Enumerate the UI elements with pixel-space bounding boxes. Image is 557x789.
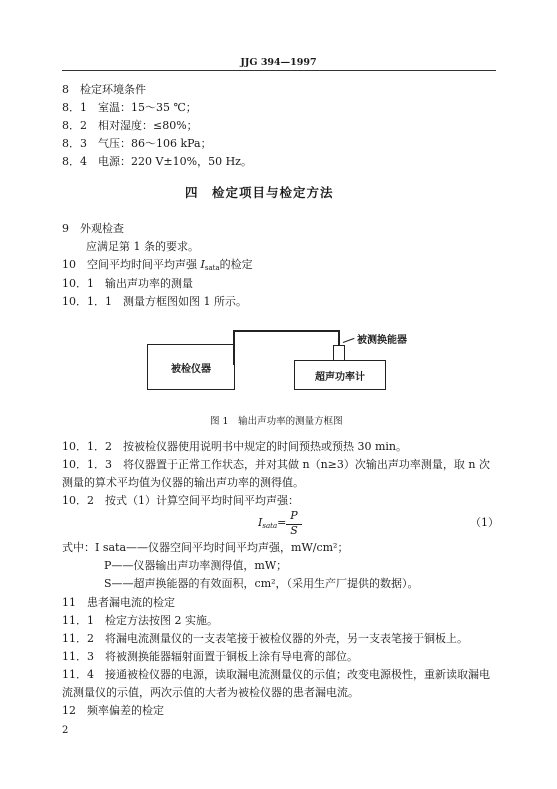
cable-horizontal (233, 330, 339, 332)
figure-caption: 图 1 输出声功率的测量方框图 (210, 416, 343, 427)
transducer-icon (333, 345, 345, 361)
s10-1-3-line2: 测量的算术平均值为仪器的输出声功率的测得值。 (62, 476, 304, 489)
ultrasonic-power-meter-box: 超声功率计 (294, 360, 386, 390)
formula-denominator: S (290, 524, 298, 537)
s8-title: 8 检定环境条件 (62, 83, 146, 96)
s11-title: 11 患者漏电流的检定 (62, 596, 175, 609)
s10-1-1: 10．1．1 测量方框图如图 1 所示。 (62, 295, 247, 308)
cable-drop (338, 330, 340, 345)
leader-line (343, 338, 355, 343)
s11-item: 11．1 检定方法按图 2 实施。 (62, 614, 218, 627)
section-heading: 四 检定项目与检定方法 (185, 185, 334, 200)
where-line: S——超声换能器的有效面积，cm²，（采用生产厂提供的数据）。 (104, 577, 419, 590)
s10-2: 10．2 按式（1）计算空间平均时间平均声强： (62, 494, 299, 507)
s10-1-2: 10．1．2 按被检仪器使用说明书中规定的时间预热或预热 30 min。 (62, 440, 408, 453)
s8-item: 8．2 相对湿度：≤80%； (62, 119, 198, 132)
where-line: P——仪器输出声功率测得值，mW； (104, 559, 288, 572)
s12-title: 12 频率偏差的检定 (62, 704, 164, 717)
device-under-test-box: 被检仪器 (147, 344, 235, 390)
s8-item: 8．1 室温：15～35 ℃； (62, 101, 197, 114)
transducer-label: 被测换能器 (357, 335, 407, 346)
formula-lhs: $I_{sata}=$ (258, 516, 287, 530)
s9-title: 9 外观检查 (62, 222, 124, 235)
cable-vertical (233, 330, 235, 365)
where-line: 式中：I sata——仪器空间平均时间平均声强，mW/cm²； (62, 541, 349, 554)
formula-numerator: P (290, 509, 298, 522)
s8-item: 8．3 气压：86～106 kPa； (62, 137, 212, 150)
page-number: 2 (62, 725, 69, 736)
s11-item: 11．4 接通被检仪器的电源，读取漏电流测量仪的示值；改变电源极性，重新读取漏电 (62, 668, 490, 681)
page-header: JJG 394—1997 (240, 57, 317, 68)
s11-item: 11．3 将被测换能器辐射面置于铜板上涂有导电膏的部位。 (62, 650, 358, 663)
s11-item: 11．2 将漏电流测量仪的一支表笔接于被检仪器的外壳，另一支表笔接于铜板上。 (62, 632, 468, 645)
s10-1-title: 10．1 输出声功率的测量 (62, 277, 193, 290)
s11-item: 流测量仪的示值，两次示值的大者为被检仪器的患者漏电流。 (62, 686, 359, 699)
s9-body: 应满足第 1 条的要求。 (86, 240, 199, 253)
s8-item: 8．4 电源：220 V±10%，50 Hz。 (62, 155, 252, 168)
s10-title: 10 空间平均时间平均声强 $I_{sata}$的检定 (62, 258, 253, 272)
formula-number: （1） (470, 516, 499, 529)
header-rule (62, 70, 496, 71)
s10-1-3-line1: 10．1．3 将仪器置于正常工作状态，并对其做 n（n≥3）次输出声功率测量，取 n 次 (62, 458, 490, 471)
